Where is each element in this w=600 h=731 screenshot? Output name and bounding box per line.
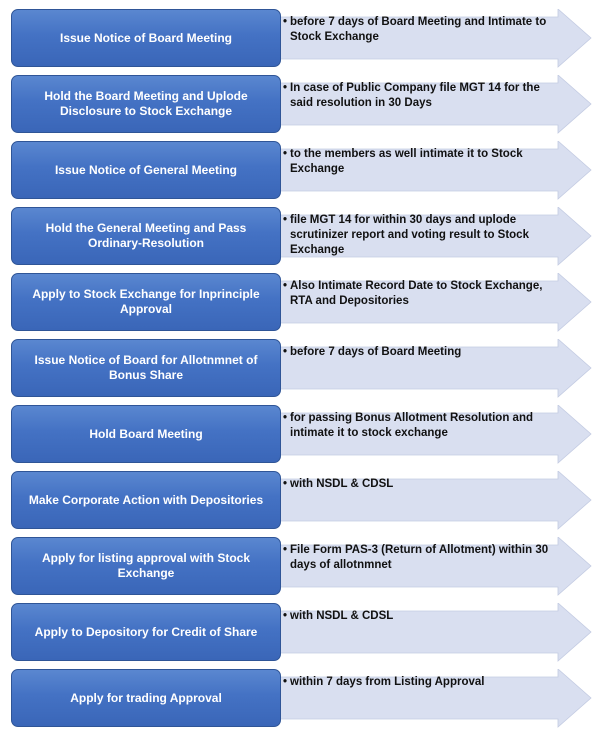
process-step <box>0 537 600 597</box>
bullet-icon: • <box>283 280 288 292</box>
process-step <box>0 273 600 333</box>
step-label: Hold the General Meeting and Pass Ordinary-Resolution <box>11 207 281 265</box>
step-description <box>283 543 561 573</box>
step-description-text: Also Intimate Record Date to Stock Exchange, RTA and Depositories <box>290 280 543 307</box>
process-step <box>0 405 600 465</box>
process-step <box>0 141 600 201</box>
step-label: Issue Notice of General Meeting <box>11 141 281 199</box>
step-description <box>283 609 561 624</box>
step-description <box>283 477 561 492</box>
bullet-icon: • <box>283 148 288 160</box>
step-label: Hold the Board Meeting and Uplode Disclosure to Stock Exchange <box>11 75 281 133</box>
step-description <box>283 411 561 441</box>
step-label: Issue Notice of Board Meeting <box>11 9 281 67</box>
bullet-icon: • <box>283 676 288 688</box>
step-label: Issue Notice of Board for Allotnmnet of Bonus Share <box>11 339 281 397</box>
step-description-text: to the members as well intimate it to Stock Exchange <box>290 148 523 175</box>
step-label: Hold Board Meeting <box>11 405 281 463</box>
step-description <box>283 213 561 258</box>
step-description-text: with NSDL & CDSL <box>290 610 394 622</box>
bullet-icon: • <box>283 82 288 94</box>
bullet-icon: • <box>283 544 288 556</box>
step-description-text: before 7 days of Board Meeting <box>290 346 462 358</box>
bullet-icon: • <box>283 16 288 28</box>
step-description <box>283 345 561 360</box>
step-description-text: for passing Bonus Allotment Resolution and intimate it to stock exchange <box>290 412 533 439</box>
step-description-text: before 7 days of Board Meeting and Intimate to Stock Exchange <box>290 16 547 43</box>
process-step <box>0 669 600 729</box>
bullet-icon: • <box>283 610 288 622</box>
process-step <box>0 75 600 135</box>
step-label: Apply for listing approval with Stock Exchange <box>11 537 281 595</box>
bullet-icon: • <box>283 412 288 424</box>
step-description-text: with NSDL & CDSL <box>290 478 394 490</box>
process-step <box>0 471 600 531</box>
bullet-icon: • <box>283 478 288 490</box>
step-description <box>283 147 561 177</box>
step-description-text: file MGT 14 for within 30 days and uplode scrutinizer report and voting result to Stock Exchange <box>290 214 529 256</box>
bullet-icon: • <box>283 214 288 226</box>
bullet-icon: • <box>283 346 288 358</box>
step-label: Make Corporate Action with Depositories <box>11 471 281 529</box>
step-description <box>283 675 561 690</box>
process-step <box>0 9 600 69</box>
step-description-text: File Form PAS-3 (Return of Allotment) within 30 days of allotnmnet <box>290 544 549 571</box>
step-description <box>283 15 561 45</box>
step-label: Apply for trading Approval <box>11 669 281 727</box>
step-description-text: In case of Public Company file MGT 14 for the said resolution in 30 Days <box>290 82 540 109</box>
process-step <box>0 603 600 663</box>
step-label: Apply to Stock Exchange for Inprinciple Approval <box>11 273 281 331</box>
step-description <box>283 81 561 111</box>
step-description <box>283 279 561 309</box>
step-label: Apply to Depository for Credit of Share <box>11 603 281 661</box>
process-step <box>0 339 600 399</box>
step-description-text: within 7 days from Listing Approval <box>290 676 485 688</box>
process-step <box>0 207 600 267</box>
